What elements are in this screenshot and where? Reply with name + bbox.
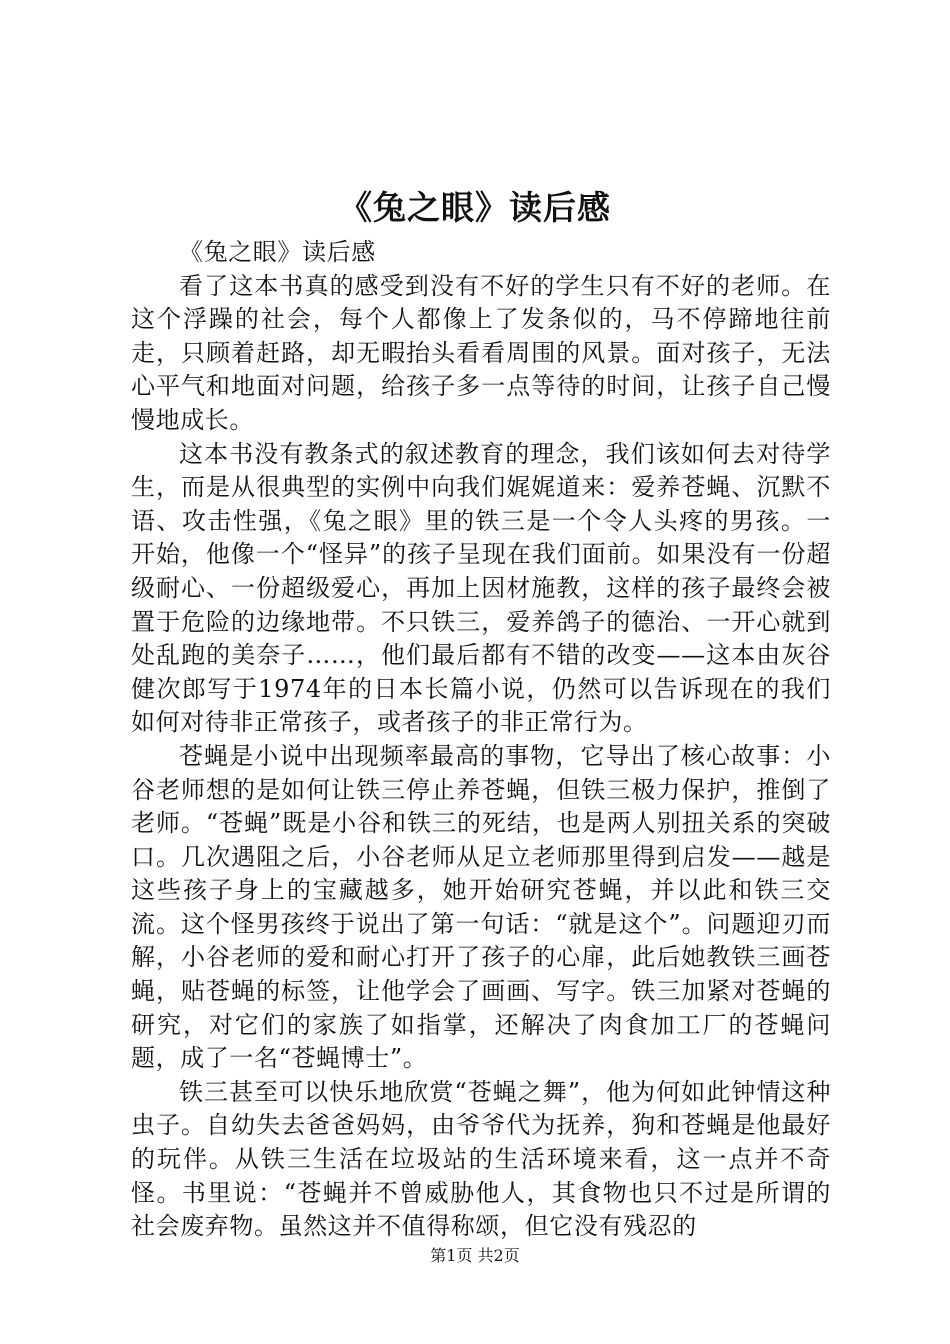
paragraph: 苍蝇是小说中出现频率最高的事物，它导出了核心故事：小谷老师想的是如何让铁三停止养苍蝇，但铁三极力保护，推倒了老师。“苍蝇”既是小谷和铁三的死结，也是两人别扭关系的突破口。几次遇阻之后，小谷老师从足立老师那里得到启发——越是这些孩子身上的宝藏越多，她开始研究苍蝇，并以此和铁三交流。这个怪男孩终于说出了第一句话：“就是这个”。问题迎刃而解，小谷老师的爱和耐心打开了孩子的心扉，此后她教铁三画苍蝇，贴苍蝇的标签，让他学会了画画、写字。铁三加紧对苍蝇的研究，对它们的家族了如指掌，还解决了肉食加工厂的苍蝇问题，成了一名“苍蝇博士”。 — [131, 741, 831, 1073]
document-title: 《兔之眼》读后感 — [339, 188, 611, 227]
document-body — [131, 236, 831, 1244]
page-number-footer: 第1页 共2页 — [430, 1246, 520, 1265]
paragraph: 这本书没有教条式的叙述教育的理念，我们该如何去对待学生，而是从很典型的实例中向我们娓娓道来：爱养苍蝇、沉默不语、攻击性强，《兔之眼》里的铁三是一个令人头疼的男孩。一开始，他像一个“怪异”的孩子呈现在我们面前。如果没有一份超级耐心、一份超级爱心，再加上因材施教，这样的孩子最终会被置于危险的边缘地带。不只铁三，爱养鸽子的德治、一开心就到处乱跑的美奈子……，他们最后都有不错的改变——这本由灰谷健次郎写于1974年的日本长篇小说，仍然可以告诉现在的我们如何对待非正常孩子，或者孩子的非正常行为。 — [131, 439, 831, 737]
paragraph-subtitle: 《兔之眼》读后感 — [179, 238, 376, 266]
paragraph: 铁三甚至可以快乐地欣赏“苍蝇之舞”，他为何如此钟情这种虫子。自幼失去爸爸妈妈，由爷爷代为抚养，狗和苍蝇是他最好的玩伴。从铁三生活在垃圾站的生活环境来看，这一点并不奇怪。书里说：“苍蝇并不曾威胁他人，其食物也只不过是所谓的社会废弃物。虽然这并不值得称颂，但它没有残忍的 — [131, 1077, 831, 1241]
paragraph: 看了这本书真的感受到没有不好的学生只有不好的老师。在这个浮躁的社会，每个人都像上了发条似的，马不停蹄地往前走，只顾着赶路，却无暇抬头看看周围的风景。面对孩子，无法心平气和地面对问题，给孩子多一点等待的时间，让孩子自己慢慢地成长。 — [131, 271, 831, 434]
